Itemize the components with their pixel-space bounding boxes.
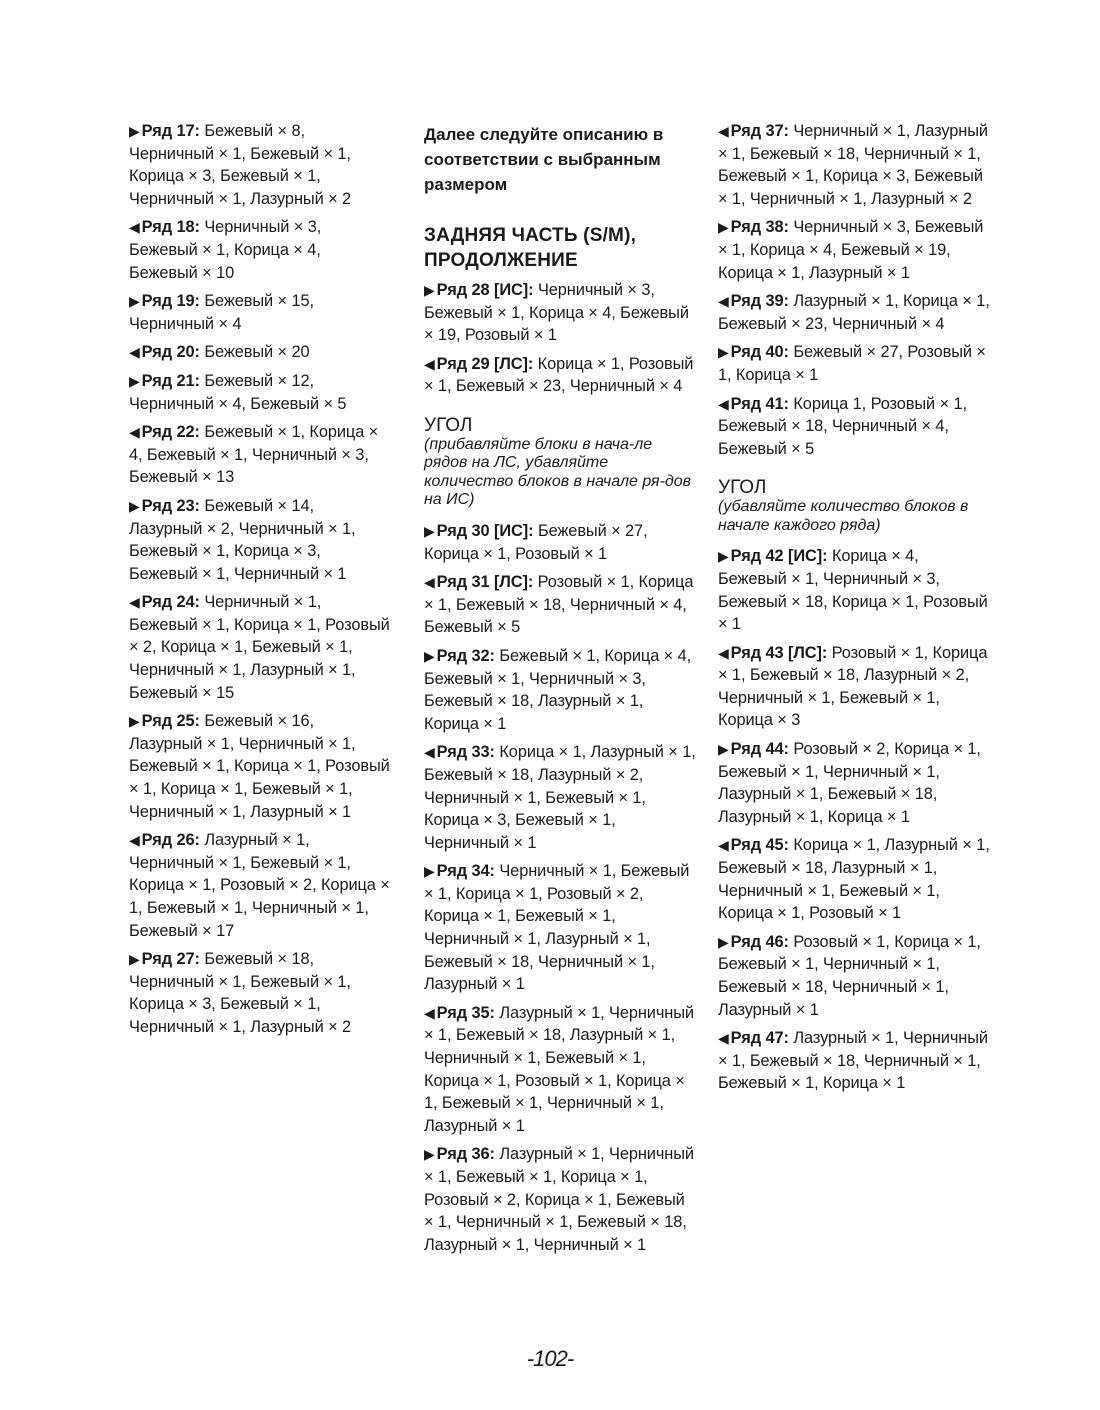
row-instruction (424, 860, 696, 996)
row-label: Ряд 39: (730, 292, 789, 311)
arrow-left-icon: ◀ (718, 293, 729, 310)
row-instruction (718, 341, 990, 386)
arrow-right-icon: ▶ (718, 219, 729, 236)
row-colors: Розовый × 1, Корица × 1, Бежевый × 18, Лазурный × 2, Черничный × 1, Бежевый × 1, Корица × 3 (718, 643, 988, 730)
row-instruction (129, 948, 391, 1038)
row-colors: Лазурный × 1, Черничный × 1, Бежевый × 18, Черничный × 1, Бежевый × 1, Корица × 1 (718, 1029, 988, 1093)
row-instruction (129, 120, 391, 210)
row-colors: Розовый × 1, Корица × 1, Бежевый × 1, Черничный × 1, Бежевый × 18, Черничный × 1, Лазурный × 1 (718, 932, 981, 1019)
arrow-left-icon: ◀ (424, 355, 435, 372)
row-instruction (424, 1002, 696, 1138)
row-colors: Бежевый × 27, Розовый × 1, Корица × 1 (718, 343, 986, 384)
row-label: Ряд 17: (141, 122, 200, 140)
row-colors: Бежевый × 16, Лазурный × 1, Черничный × 1, Бежевый × 1, Корица × 1, Розовый × 1, Корица × 1, Бежевый × 1, Черничный × 1, Лазурный × 1 (129, 712, 390, 821)
row-instruction (129, 829, 391, 942)
arrow-right-icon: ▶ (129, 293, 140, 310)
arrow-right-icon: ▶ (129, 951, 140, 968)
row-instruction (718, 393, 990, 461)
row-instruction (424, 279, 696, 347)
row-label: Ряд 22: (141, 423, 200, 442)
row-label: Ряд 23: (141, 496, 200, 515)
arrow-right-icon: ▶ (424, 863, 435, 880)
arrow-right-icon: ▶ (129, 713, 140, 730)
arrow-left-icon: ◀ (129, 219, 140, 236)
row-colors: Розовый × 1, Корица × 1, Бежевый × 18, Черничный × 4, Бежевый × 5 (424, 573, 694, 637)
row-label: Ряд 26: (141, 831, 200, 850)
arrow-left-icon: ◀ (718, 644, 729, 661)
row-instruction (718, 834, 990, 924)
corner-title: УГОЛ (424, 414, 473, 436)
row-instruction (718, 120, 990, 210)
row-label: Ряд 42 [ИС]: (730, 547, 828, 566)
row-label: Ряд 19: (141, 292, 200, 311)
row-label: Ряд 18: (141, 218, 200, 237)
column-left (129, 120, 391, 1045)
row-instruction (129, 341, 391, 364)
row-label: Ряд 27: (141, 950, 200, 969)
row-instruction (129, 495, 391, 585)
row-colors: Черничный × 1, Бежевый × 1, Корица × 1, Розовый × 2, Корица × 1, Бежевый × 1, Черничный × 1, Лазурный × 1, Бежевый × 18, Черничный × 1, Лазурный × 1 (424, 862, 690, 994)
row-label: Ряд 24: (141, 593, 200, 612)
row-colors: Лазурный × 1, Черничный × 1, Бежевый × 1, Корица × 1, Розовый × 2, Корица × 1, Бежевый × 1, Черничный × 1, Бежевый × 18, Лазурный × 1, Черничный × 1 (424, 1145, 694, 1254)
row-colors: Корица 1, Розовый × 1, Бежевый × 18, Черничный × 4, Бежевый × 5 (718, 394, 967, 458)
arrow-left-icon: ◀ (129, 594, 140, 611)
row-colors: Черничный × 1, Лазурный × 1, Бежевый × 18, Черничный × 1, Бежевый × 1, Корица × 3, Бежевый × 1, Черничный × 1, Лазурный × 2 (718, 122, 988, 208)
corner-title: УГОЛ (718, 477, 767, 499)
row-colors: Бежевый × 1, Корица × 4, Бежевый × 1, Черничный × 3, Бежевый × 13 (129, 423, 379, 487)
row-colors: Черничный × 3, Бежевый × 1, Корица × 4, Бежевый × 19, Розовый × 1 (424, 281, 689, 345)
row-instruction (129, 591, 391, 704)
row-label: Ряд 28 [ИС]: (436, 281, 534, 299)
row-list (424, 279, 696, 398)
row-instruction (718, 216, 990, 284)
arrow-right-icon: ▶ (424, 522, 435, 539)
row-colors: Корица × 4, Бежевый × 1, Черничный × 3, Бежевый × 18, Корица × 1, Розовый × 1 (718, 547, 988, 634)
arrow-left-icon: ◀ (424, 1004, 435, 1021)
row-label: Ряд 38: (730, 218, 789, 237)
row-colors: Бежевый × 14, Лазурный × 2, Черничный × 1, Бежевый × 1, Корица × 3, Бежевый × 1, Черничный × 1 (129, 496, 356, 583)
row-label: Ряд 43 [ЛС]: (730, 643, 828, 662)
row-label: Ряд 30 [ИС]: (436, 521, 534, 540)
row-list (718, 120, 990, 460)
row-colors: Бежевый × 15, Черничный × 4 (129, 292, 314, 333)
row-label: Ряд 20: (141, 343, 200, 362)
row-label: Ряд 37: (730, 122, 789, 140)
row-label: Ряд 44: (730, 740, 789, 759)
row-instruction (424, 1143, 696, 1256)
arrow-right-icon: ▶ (129, 372, 140, 389)
arrow-left-icon: ◀ (718, 837, 729, 854)
arrow-right-icon: ▶ (718, 933, 729, 950)
row-label: Ряд 35: (436, 1003, 495, 1022)
column-middle (424, 120, 696, 1262)
row-colors: Бежевый × 8, Черничный × 1, Бежевый × 1, Корица × 3, Бежевый × 1, Черничный × 1, Лазурный × 2 (129, 122, 352, 208)
row-colors: Черничный × 3, Бежевый × 1, Корица × 4, Бежевый × 19, Корица × 1, Лазурный × 1 (718, 218, 984, 282)
page-number: -102- (526, 1346, 574, 1371)
row-instruction (129, 710, 391, 823)
row-colors: Бежевый × 27, Корица × 1, Розовый × 1 (424, 521, 648, 563)
row-instruction (129, 290, 391, 335)
row-instruction (718, 545, 990, 635)
row-instruction (129, 216, 391, 284)
row-colors: Лазурный × 1, Черничный × 1, Бежевый × 1, Корица × 1, Розовый × 2, Корица × 1, Бежевый × 1, Черничный × 1, Бежевый × 17 (129, 831, 390, 940)
row-colors: Бежевый × 12, Черничный × 4, Бежевый × 5 (129, 371, 347, 413)
row-list (718, 545, 990, 1095)
row-instruction (424, 571, 696, 639)
row-instruction (129, 370, 391, 415)
row-list (424, 520, 696, 1256)
row-instruction (718, 738, 990, 828)
row-instruction (718, 931, 990, 1021)
arrow-right-icon: ▶ (129, 497, 140, 514)
row-instruction (718, 1027, 990, 1095)
arrow-left-icon: ◀ (424, 574, 435, 591)
arrow-right-icon: ▶ (424, 282, 435, 298)
row-instruction (129, 421, 391, 489)
row-label: Ряд 40: (730, 343, 789, 362)
corner-note: (убавляйте количество блоков в начале каждого ряда) (718, 498, 969, 534)
row-label: Ряд 21: (141, 371, 200, 390)
row-instruction (718, 642, 990, 732)
row-colors: Бежевый × 1, Корица × 4, Бежевый × 1, Черничный × 3, Бежевый × 18, Лазурный × 1, Корица × 1 (424, 646, 692, 733)
intro-text: Далее следуйте описанию в соответствии с выбранным размером (424, 125, 664, 194)
section-title: ЗАДНЯЯ ЧАСТЬ (S/M), ПРОДОЛЖЕНИЕ (424, 225, 637, 271)
row-label: Ряд 47: (730, 1029, 789, 1048)
row-label: Ряд 36: (436, 1145, 495, 1164)
arrow-right-icon: ▶ (718, 344, 729, 361)
row-label: Ряд 25: (141, 712, 200, 731)
row-label: Ряд 45: (730, 836, 789, 855)
row-label: Ряд 33: (436, 743, 495, 762)
row-colors: Бежевый × 20 (199, 343, 310, 362)
row-colors: Розовый × 2, Корица × 1, Бежевый × 1, Черничный × 1, Лазурный × 1, Бежевый × 18, Лазурный × 1, Корица × 1 (718, 740, 981, 826)
row-label: Ряд 46: (730, 932, 789, 951)
row-label: Ряд 29 [ЛС]: (436, 354, 534, 373)
row-instruction (424, 353, 696, 398)
row-label: Ряд 41: (730, 394, 789, 413)
row-label: Ряд 31 [ЛС]: (436, 573, 534, 592)
arrow-left-icon: ◀ (129, 344, 140, 361)
arrow-left-icon: ◀ (129, 424, 140, 441)
arrow-right-icon: ▶ (718, 548, 729, 565)
row-instruction (424, 645, 696, 735)
arrow-left-icon: ◀ (718, 123, 729, 139)
row-instruction (718, 290, 990, 335)
row-instruction (424, 741, 696, 854)
row-colors: Черничный × 1, Бежевый × 1, Корица × 1, Розовый × 2, Корица × 1, Бежевый × 1, Черничный × 1, Лазурный × 1, Бежевый × 15 (129, 593, 390, 702)
row-colors: Бежевый × 18, Черничный × 1, Бежевый × 1, Корица × 3, Бежевый × 1, Черничный × 1, Лазурный × 2 (129, 950, 352, 1036)
row-colors: Черничный × 3, Бежевый × 1, Корица × 4, Бежевый × 10 (129, 218, 322, 282)
row-colors: Корица × 1, Лазурный × 1, Бежевый × 18, Лазурный × 2, Черничный × 1, Бежевый × 1, Корица × 3, Бежевый × 1, Черничный × 1 (424, 743, 696, 852)
arrow-left-icon: ◀ (718, 395, 729, 412)
column-right (718, 120, 990, 1101)
row-colors: Лазурный × 1, Черничный × 1, Бежевый × 18, Лазурный × 1, Черничный × 1, Бежевый × 1, Корица × 1, Розовый × 1, Корица × 1, Бежевый × 1, Черничный × 1, Лазурный × 1 (424, 1003, 694, 1135)
arrow-right-icon: ▶ (718, 741, 729, 758)
row-colors: Корица × 1, Розовый × 1, Бежевый × 23, Черничный × 4 (424, 354, 694, 396)
arrow-left-icon: ◀ (424, 744, 435, 761)
arrow-right-icon: ▶ (129, 123, 140, 139)
arrow-left-icon: ◀ (718, 1030, 729, 1047)
row-colors: Лазурный × 1, Корица × 1, Бежевый × 23, Черничный × 4 (718, 292, 990, 333)
arrow-left-icon: ◀ (129, 832, 140, 849)
arrow-right-icon: ▶ (424, 1146, 435, 1163)
arrow-right-icon: ▶ (424, 647, 435, 664)
row-label: Ряд 34: (436, 862, 495, 881)
row-instruction (424, 520, 696, 565)
row-colors: Корица × 1, Лазурный × 1, Бежевый × 18, Лазурный × 1, Черничный × 1, Бежевый × 1, Корица × 1, Розовый × 1 (718, 836, 990, 923)
corner-note: (прибавляйте блоки в нача-ле рядов на ЛС, убавляйте количество блоков в начале ря-дов на ИС) (424, 435, 691, 509)
row-label: Ряд 32: (436, 646, 495, 665)
